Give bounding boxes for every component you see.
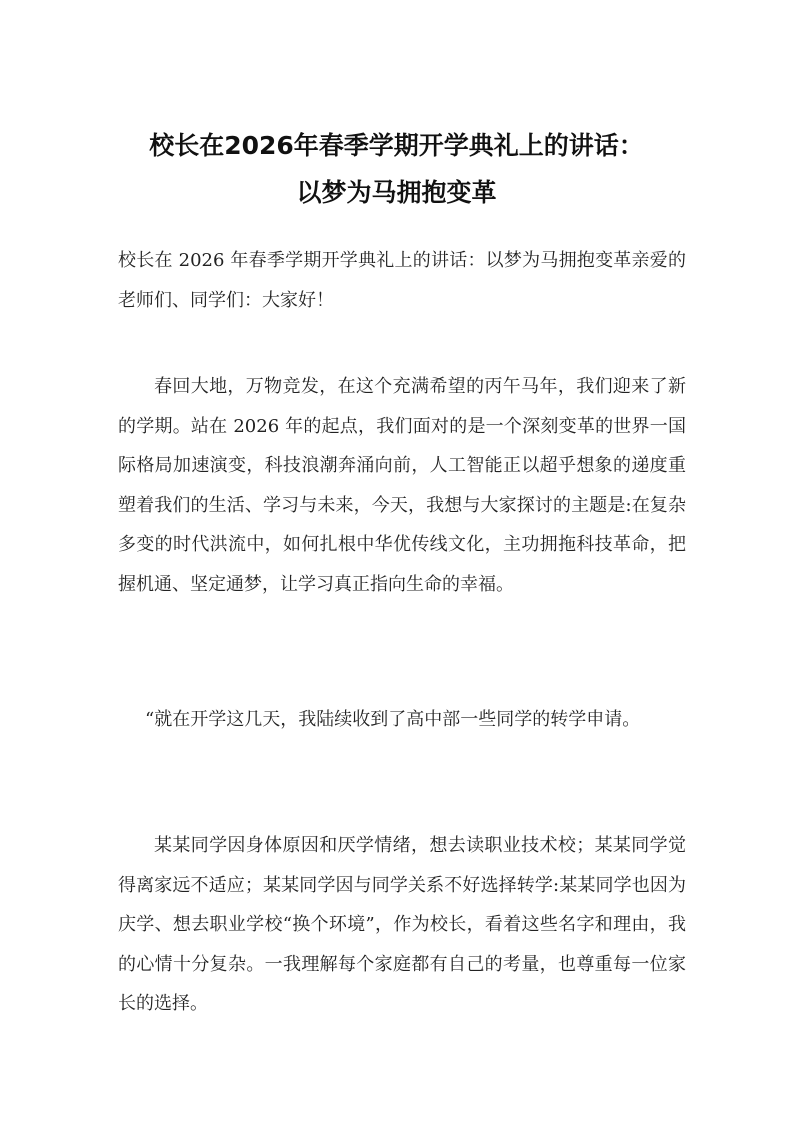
body-paragraph-3: 某某同学因身体原因和厌学情绪，想去读职业技术校；某某同学觉得离家远不适应；某某同学因与同学关系不好选择转学:某某同学也因为庆学、想去职业学校“换个环境”，作为校长，看着这些名字和理由，我的心情十分复杂。一我理解每个家庭都有自己的考量，也尊重每一位家长的选择。 <box>118 835 686 1014</box>
document-title-line-1: 校长在2026年春季学期开学典礼上的讲话： <box>149 131 644 160</box>
document-title-line-2: 以梦为马拥抱变革 <box>296 178 497 207</box>
body-paragraph-1: 春回大地，万物竞发，在这个充满希望的丙午马年，我们迎来了新的学期。站在 2026 年的起点，我们面对的是一个深刻变革的世界一国际格局加速演变，科技浪潮奔涌向前，人工智能正以超乎想象的递度重塑着我们的生活、学习与未来，今天，我想与大家探讨的主题是:在复杂多变的时代洪流中，如何扎根中华优传线文化，主功拥拖科技革命，把握机通、坚定通梦，让学习真正指向生命的幸福。 <box>118 376 686 595</box>
opening-paragraph: 校长在 2026 年春季学期开学典礼上的讲话：以梦为马拥抱变革亲爱的老师们、同学们：大家好！ <box>118 250 686 311</box>
body-paragraph-2: “就在开学这几天，我陆续收到了高中部一些同学的转学申请。 <box>145 709 641 730</box>
